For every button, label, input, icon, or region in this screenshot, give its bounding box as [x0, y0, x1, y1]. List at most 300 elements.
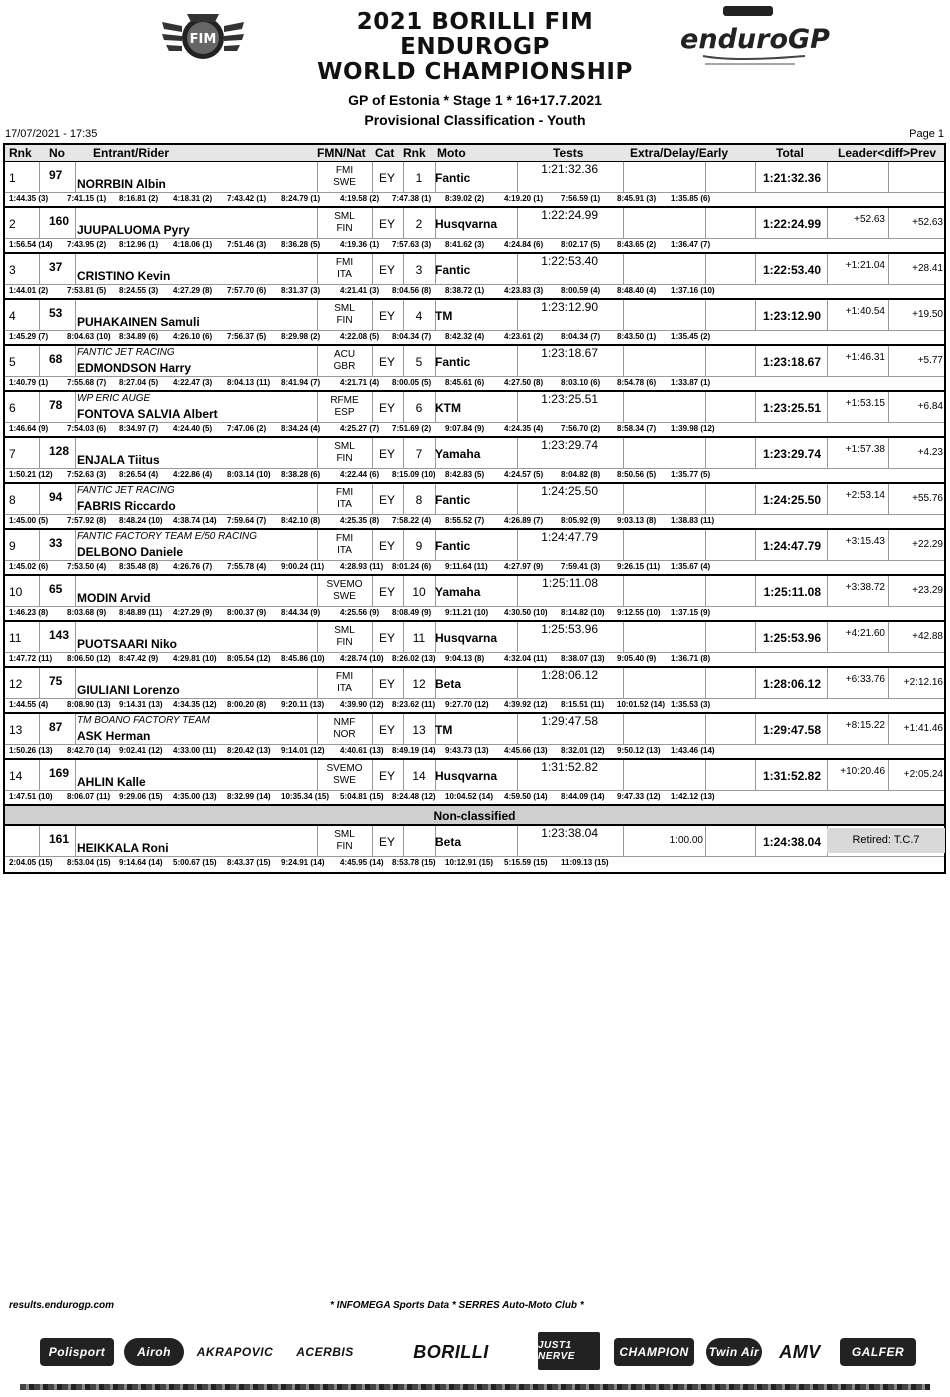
split-time: 8:45.61 (6) [445, 378, 485, 387]
column-divider [623, 826, 624, 857]
leader-gap: +1:40.54 [845, 306, 885, 317]
federation: RFME [330, 395, 359, 406]
total-time: 1:22:24.99 [762, 217, 821, 231]
previous-gap: +28.41 [912, 263, 943, 274]
total-time: 1:23:29.74 [762, 447, 821, 461]
rank: 9 [9, 539, 16, 553]
split-time: 7:59.64 (7) [227, 516, 267, 525]
category: EY [378, 447, 395, 461]
split-time: 7:56.70 (2) [561, 424, 601, 433]
column-divider [39, 300, 40, 331]
split-time: 9:47.33 (12) [617, 792, 661, 801]
column-divider [705, 162, 706, 193]
nationality: FIN [336, 315, 353, 326]
championship-title-line2: WORLD CHAMPIONSHIP [317, 59, 633, 85]
federation-nationality [318, 763, 371, 794]
nationality: FIN [336, 223, 353, 234]
motorcycle: KTM [435, 401, 461, 415]
header-leader-diff: Leader<diff>Prev [838, 146, 937, 160]
split-time: 1:33.87 (1) [671, 378, 711, 387]
total-time: 1:29:47.58 [762, 723, 821, 737]
bib-number: 128 [49, 444, 70, 458]
column-divider [517, 438, 518, 469]
split-time: 1:39.98 (12) [671, 424, 715, 433]
split-time: 4:29.81 (10) [173, 654, 217, 663]
class-rank: 8 [415, 493, 423, 507]
split-time: 9:05.40 (9) [617, 654, 657, 663]
split-times [5, 561, 944, 574]
split-time: 4:35.00 (13) [173, 792, 217, 801]
column-divider [705, 484, 706, 515]
total-time: 1:24:38.04 [762, 835, 821, 849]
split-time: 8:36.28 (5) [281, 240, 321, 249]
rider-name: PUHAKAINEN Samuli [77, 315, 200, 329]
split-time: 1:35.77 (5) [671, 470, 711, 479]
split-time: 8:48.40 (4) [617, 286, 657, 295]
federation-nationality [318, 671, 371, 702]
split-time: 4:25.27 (7) [340, 424, 380, 433]
classified-rows [5, 162, 944, 806]
rank: 4 [9, 309, 16, 323]
nationality: SWE [333, 591, 356, 602]
column-divider [39, 208, 40, 239]
column-divider [623, 438, 624, 469]
split-time: 8:20.42 (13) [227, 746, 271, 755]
split-time: 9:00.24 (11) [281, 562, 325, 571]
motorcycle: Yamaha [435, 447, 481, 461]
table-row [5, 208, 944, 254]
split-time: 4:25.56 (9) [340, 608, 380, 617]
motorcycle: Husqvarna [435, 217, 498, 231]
previous-gap: +6.84 [917, 401, 943, 412]
split-time: 8:39.02 (2) [445, 194, 485, 203]
split-time: 8:05.54 (12) [227, 654, 271, 663]
nationality: ITA [337, 683, 352, 694]
split-time: 4:22.47 (3) [173, 378, 213, 387]
table-row [5, 622, 944, 668]
row-main-line [5, 714, 944, 745]
sponsor-logo: Airoh [124, 1338, 184, 1366]
split-time: 8:26.02 (13) [392, 654, 436, 663]
split-time: 8:34.89 (6) [119, 332, 159, 341]
split-time: 4:39.92 (12) [504, 700, 548, 709]
class-rank: 4 [415, 309, 423, 323]
federation: NMF [333, 717, 356, 728]
sponsor-logo: JUST1 NERVE [538, 1332, 600, 1370]
leader-gap: +8:15.22 [845, 720, 885, 731]
split-time: 8:38.28 (6) [281, 470, 321, 479]
tests-time: 1:23:38.04 [541, 826, 598, 840]
rider-name: GIULIANI Lorenzo [77, 683, 180, 697]
split-time: 1:46.64 (9) [9, 424, 49, 433]
split-time: 10:35.34 (15) [281, 792, 330, 801]
row-main-line [5, 668, 944, 699]
column-divider [39, 668, 40, 699]
split-time: 4:28.74 (10) [340, 654, 384, 663]
sponsor-logo: AMV [774, 1338, 826, 1366]
split-time: 8:01.24 (6) [392, 562, 432, 571]
column-divider [517, 162, 518, 193]
column-divider [705, 438, 706, 469]
split-time: 8:34.24 (4) [281, 424, 321, 433]
total-time: 1:21:32.36 [762, 171, 821, 185]
split-time: 1:44.01 (2) [9, 286, 49, 295]
split-time: 9:11.21 (10) [445, 608, 489, 617]
rank: 12 [9, 677, 23, 691]
nationality: ITA [337, 499, 352, 510]
split-time: 8:14.82 (10) [561, 608, 605, 617]
split-time: 9:14.31 (13) [119, 700, 163, 709]
nationality: FIN [336, 637, 353, 648]
split-time: 8:04.63 (10) [67, 332, 111, 341]
leader-gap: +1:57.38 [845, 444, 885, 455]
page-number: Page 1 [909, 128, 944, 140]
leader-gap: +3:15.43 [845, 536, 885, 547]
bib-number: 53 [49, 306, 63, 320]
sponsor-strip [40, 1332, 920, 1372]
column-divider [75, 668, 76, 699]
table-row [5, 530, 944, 576]
split-time: 8:31.37 (3) [281, 286, 321, 295]
table-row [5, 484, 944, 530]
rank: 8 [9, 493, 16, 507]
bib-number: 161 [49, 832, 70, 846]
federation: FMI [335, 671, 354, 682]
column-divider [517, 622, 518, 653]
split-time: 8:45.91 (3) [617, 194, 657, 203]
tests-time: 1:21:32.36 [541, 162, 598, 176]
federation: SML [334, 625, 355, 636]
split-time: 9:02.41 (12) [119, 746, 163, 755]
split-time: 7:52.63 (3) [67, 470, 107, 479]
split-time: 8:54.78 (6) [617, 378, 657, 387]
tests-time: 1:23:12.90 [541, 300, 598, 314]
row-main-line [5, 254, 944, 285]
split-time: 4:23.83 (3) [504, 286, 544, 295]
table-row [5, 254, 944, 300]
leader-gap: +1:21.04 [845, 260, 885, 271]
split-time: 5:15.59 (15) [504, 858, 548, 867]
header-class-rnk: Rnk [403, 146, 426, 160]
rank: 14 [9, 769, 23, 783]
category: EY [378, 585, 395, 599]
split-times [5, 331, 944, 344]
federation-nationality [318, 257, 371, 288]
class-rank: 7 [415, 447, 423, 461]
rider-name: ENJALA Tiitus [77, 453, 160, 467]
nationality: ITA [337, 545, 352, 556]
tests-time: 1:24:25.50 [541, 484, 598, 498]
column-divider [705, 530, 706, 561]
category: EY [378, 493, 395, 507]
nationality: SWE [333, 177, 356, 188]
column-divider [75, 622, 76, 653]
split-time: 8:04.56 (8) [392, 286, 432, 295]
column-divider [75, 760, 76, 791]
championship-title [290, 10, 660, 85]
split-time: 9:03.13 (8) [617, 516, 657, 525]
column-divider [39, 346, 40, 377]
endurogp-logo-icon [680, 4, 830, 72]
column-divider [705, 668, 706, 699]
column-divider [623, 254, 624, 285]
split-time: 1:47.51 (10) [9, 792, 53, 801]
split-time: 8:48.24 (10) [119, 516, 163, 525]
rider-name: FONTOVA SALVIA Albert [77, 407, 218, 421]
column-divider [705, 714, 706, 745]
split-time: 9:14.01 (12) [281, 746, 325, 755]
split-time: 7:56.37 (5) [227, 332, 267, 341]
split-time: 4:25.35 (8) [340, 516, 380, 525]
federation: SVEMO [326, 763, 363, 774]
bib-number: 65 [49, 582, 63, 596]
federation: FMI [335, 257, 354, 268]
results-table [3, 143, 946, 874]
previous-gap: +55.76 [912, 493, 943, 504]
split-time: 1:45.02 (6) [9, 562, 49, 571]
total-time: 1:25:53.96 [762, 631, 821, 645]
split-time: 8:05.92 (9) [561, 516, 601, 525]
leader-gap: +6:33.76 [845, 674, 885, 685]
rider-name: JUUPALUOMA Pyry [77, 223, 190, 237]
bib-number: 169 [49, 766, 70, 780]
split-time: 7:51.46 (3) [227, 240, 267, 249]
row-main-line [5, 438, 944, 469]
federation-nationality [318, 349, 371, 380]
federation-nationality [318, 625, 371, 656]
category: EY [378, 723, 395, 737]
nationality: ITA [337, 269, 352, 280]
split-time: 1:42.12 (13) [671, 792, 715, 801]
leader-gap: +52.63 [854, 214, 885, 225]
federation: SVEMO [326, 579, 363, 590]
column-divider [705, 760, 706, 791]
column-divider [75, 300, 76, 331]
split-time: 8:04.13 (11) [227, 378, 271, 387]
rider-name: AHLIN Kalle [77, 775, 146, 789]
previous-gap: +2:12.16 [903, 677, 943, 688]
footer-credits: * INFOMEGA Sports Data * SERRES Auto-Moto Club * [330, 1300, 584, 1311]
split-time: 7:56.59 (1) [561, 194, 601, 203]
nationality: FIN [336, 453, 353, 464]
rider-name: NORRBIN Albin [77, 177, 166, 191]
split-time: 1:44.55 (4) [9, 700, 49, 709]
split-time: 1:35.45 (2) [671, 332, 711, 341]
class-rank: 12 [412, 677, 426, 691]
split-time: 7:57.63 (3) [392, 240, 432, 249]
previous-gap: +5.77 [917, 355, 943, 366]
row-main-line [5, 576, 944, 607]
category: EY [378, 539, 395, 553]
rider-name: DELBONO Daniele [77, 545, 184, 559]
split-time: 8:42.83 (5) [445, 470, 485, 479]
leader-gap: +1:53.15 [845, 398, 885, 409]
column-divider [39, 162, 40, 193]
row-main-line [5, 392, 944, 423]
column-divider [39, 530, 40, 561]
sponsor-logo: Polisport [40, 1338, 114, 1366]
class-rank: 6 [415, 401, 423, 415]
split-time: 4:18.06 (1) [173, 240, 213, 249]
header-fmn: FMN/Nat [317, 146, 366, 160]
split-time: 8:43.50 (1) [617, 332, 657, 341]
split-time: 1:45.29 (7) [9, 332, 49, 341]
column-divider [517, 208, 518, 239]
row-main-line [5, 300, 944, 331]
column-divider [517, 760, 518, 791]
federation: SML [334, 211, 355, 222]
federation-nationality [318, 441, 371, 472]
status-badge: Retired: T.C.7 [827, 828, 945, 853]
team-name: FANTIC JET RACING [77, 347, 175, 358]
nationality: SWE [333, 775, 356, 786]
split-times [5, 857, 944, 870]
split-time: 9:24.91 (14) [281, 858, 325, 867]
federation: SML [334, 441, 355, 452]
split-time: 8:38.07 (13) [561, 654, 605, 663]
column-divider [623, 208, 624, 239]
column-divider [517, 300, 518, 331]
split-time: 8:00.59 (4) [561, 286, 601, 295]
column-divider [517, 576, 518, 607]
motorcycle: Yamaha [435, 585, 481, 599]
split-time: 4:21.71 (4) [340, 378, 380, 387]
split-time: 4:59.50 (14) [504, 792, 548, 801]
split-time: 5:00.67 (15) [173, 858, 217, 867]
class-rank: 13 [412, 723, 426, 737]
split-time: 10:01.52 (14) [617, 700, 666, 709]
column-divider [75, 714, 76, 745]
split-time: 4:30.50 (10) [504, 608, 548, 617]
split-time: 1:35.85 (6) [671, 194, 711, 203]
split-time: 8:04.82 (8) [561, 470, 601, 479]
split-time: 7:47.38 (1) [392, 194, 432, 203]
column-divider [75, 254, 76, 285]
tests-time: 1:31:52.82 [541, 760, 598, 774]
class-rank: 11 [412, 631, 426, 645]
split-time: 7:43.95 (2) [67, 240, 107, 249]
total-time: 1:22:53.40 [762, 263, 821, 277]
federation: SML [334, 303, 355, 314]
split-time: 1:40.79 (1) [9, 378, 49, 387]
split-time: 8:53.78 (15) [392, 858, 436, 867]
tests-time: 1:29:47.58 [541, 714, 598, 728]
column-divider [517, 530, 518, 561]
column-divider [623, 530, 624, 561]
split-time: 1:50.26 (13) [9, 746, 53, 755]
motorcycle: TM [435, 309, 453, 323]
split-time: 9:14.64 (14) [119, 858, 163, 867]
split-time: 8:00.05 (5) [392, 378, 432, 387]
tests-time: 1:23:25.51 [541, 392, 598, 406]
split-time: 4:26.89 (7) [504, 516, 544, 525]
split-time: 9:04.13 (8) [445, 654, 485, 663]
column-divider [75, 530, 76, 561]
motorcycle: Fantic [435, 493, 471, 507]
split-time: 9:27.70 (12) [445, 700, 489, 709]
split-time: 4:24.57 (5) [504, 470, 544, 479]
footer-site: results.endurogp.com [9, 1300, 115, 1311]
split-time: 8:43.37 (15) [227, 858, 271, 867]
header-entrant: Entrant/Rider [93, 146, 170, 160]
column-divider [75, 162, 76, 193]
rider-name: HEIKKALA Roni [77, 841, 169, 855]
svg-text:enduroGP: enduroGP [680, 24, 830, 55]
non-classified-row [5, 826, 944, 872]
split-time: 7:54.03 (6) [67, 424, 107, 433]
rank: 10 [9, 585, 23, 599]
split-times [5, 377, 944, 390]
split-time: 8:00.37 (9) [227, 608, 267, 617]
rank: 3 [9, 263, 16, 277]
split-time: 8:58.34 (7) [617, 424, 657, 433]
column-divider [623, 392, 624, 423]
split-time: 4:27.97 (9) [504, 562, 544, 571]
column-divider [623, 346, 624, 377]
split-time: 9:26.15 (11) [617, 562, 661, 571]
column-divider [517, 484, 518, 515]
category: EY [378, 355, 395, 369]
federation-nationality [318, 211, 371, 242]
split-time: 4:39.90 (12) [340, 700, 384, 709]
report-date: 17/07/2021 - 17:35 [5, 128, 98, 140]
federation-nationality [318, 303, 371, 334]
split-time: 1:50.21 (12) [9, 470, 53, 479]
split-time: 4:19.20 (1) [504, 194, 544, 203]
rider-name: EDMONDSON Harry [77, 361, 192, 375]
split-time: 8:50.56 (5) [617, 470, 657, 479]
class-rank: 14 [412, 769, 426, 783]
federation-nationality [318, 579, 371, 610]
column-divider [517, 392, 518, 423]
split-time: 8:15.09 (10) [392, 470, 436, 479]
column-divider [517, 668, 518, 699]
rank: 13 [9, 723, 23, 737]
split-time: 4:18.31 (2) [173, 194, 213, 203]
rider-name: ASK Herman [77, 729, 151, 743]
class-rank: 3 [415, 263, 423, 277]
column-divider [75, 484, 76, 515]
split-time: 1:46.23 (8) [9, 608, 49, 617]
total-time: 1:24:47.79 [762, 539, 821, 553]
extra-time: 1:00.00 [669, 835, 703, 846]
rider-name: MODIN Arvid [77, 591, 151, 605]
table-row [5, 392, 944, 438]
motorcycle: Husqvarna [435, 631, 498, 645]
svg-text:FIM: FIM [189, 32, 217, 47]
non-classified-bar: Non-classified [5, 806, 944, 826]
column-divider [705, 392, 706, 423]
split-time: 8:04.34 (7) [392, 332, 432, 341]
tests-time: 1:22:24.99 [541, 208, 598, 222]
split-time: 7:59.41 (3) [561, 562, 601, 571]
team-name: FANTIC FACTORY TEAM E/50 RACING [77, 531, 258, 542]
split-time: 11:09.13 (15) [561, 858, 609, 867]
team-name: WP ERIC AUGE [77, 393, 151, 404]
split-time: 4:33.00 (11) [173, 746, 217, 755]
split-time: 4:38.74 (14) [173, 516, 217, 525]
split-time: 8:43.65 (2) [617, 240, 657, 249]
split-time: 4:24.40 (5) [173, 424, 213, 433]
split-time: 7:55.78 (4) [227, 562, 267, 571]
column-divider [623, 162, 624, 193]
sponsor-logo: CHAMPION [614, 1338, 694, 1366]
split-time: 1:35.53 (3) [671, 700, 711, 709]
tests-time: 1:24:47.79 [541, 530, 598, 544]
leader-gap: +4:21.60 [845, 628, 885, 639]
split-time: 4:28.93 (11) [340, 562, 384, 571]
split-time: 8:55.52 (7) [445, 516, 485, 525]
